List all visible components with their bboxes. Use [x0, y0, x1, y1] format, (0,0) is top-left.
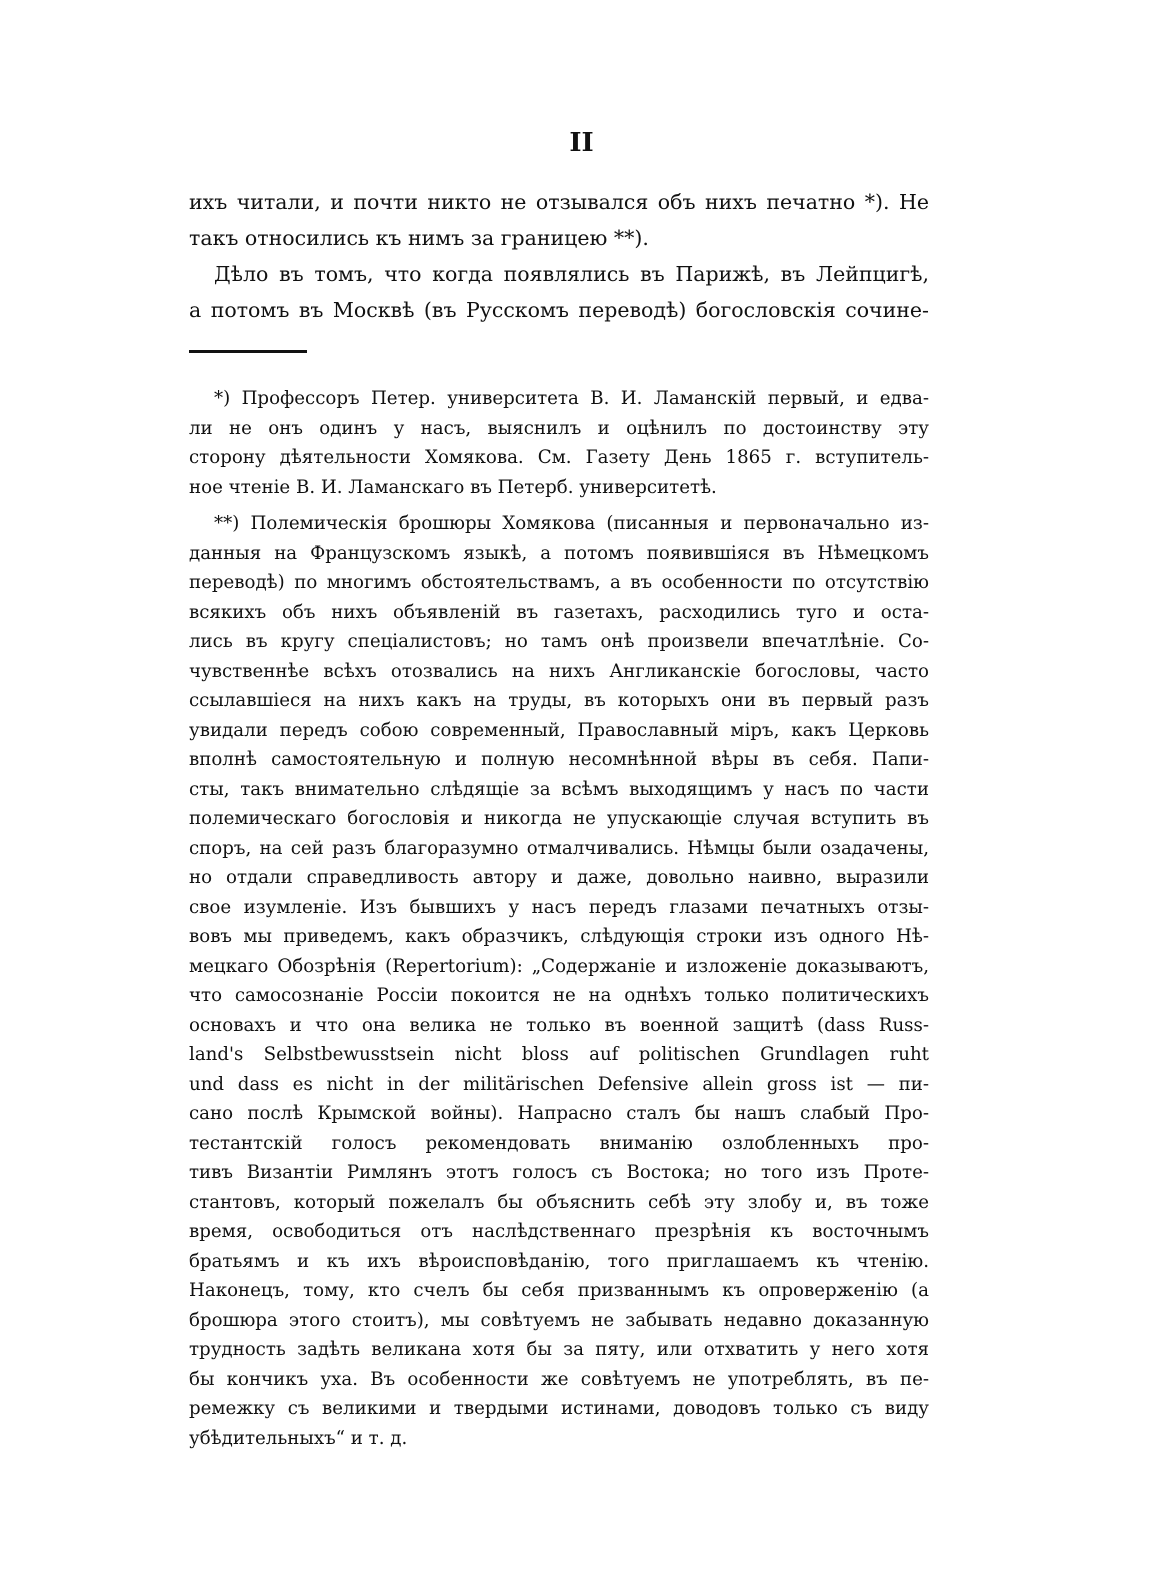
footnote-line: брошюра этого стоитъ), мы совѣтуемъ не забывать недавно доказанную: [189, 1309, 929, 1331]
footnote-line: сторону дѣятельности Хомякова. См. Газету День 1865 г. вступитель-: [189, 447, 929, 468]
footnote-line: сты, такъ внимательно слѣдящіе за всѣмъ выходящимъ у насъ по части: [189, 778, 929, 800]
footnote-line: тестантскій голосъ рекомендовать вниманію озлобленныхъ про-: [189, 1132, 929, 1154]
footnote-line: увидали передъ собою современный, Православный міръ, какъ Церковь: [189, 719, 929, 741]
footnote-line: ссылавшіеся на нихъ какъ на труды, въ которыхъ они въ первый разъ: [189, 690, 929, 711]
main-line: ихъ читали, и почти никто не отзывался объ нихъ печатно *). Не: [189, 190, 929, 214]
main-line: такъ относились къ нимъ за границею **).: [189, 226, 649, 250]
footnote-line: ремежку съ великими и твердыми истинами, доводовъ только съ виду: [189, 1398, 929, 1419]
footnote-line: всякихъ объ нихъ объявленій въ газетахъ, расходились туго и оста-: [189, 601, 929, 623]
footnote-separator: [189, 350, 307, 353]
footnote-line: Наконецъ, тому, кто счелъ бы себя призваннымъ къ опроверженію (а: [189, 1280, 929, 1301]
footnote-line: ли не онъ одинъ у насъ, выяснилъ и оцѣнилъ по достоинству эту: [189, 417, 929, 439]
footnote-line: свое изумленіе. Изъ бывшихъ у насъ передъ глазами печатныхъ отзы-: [189, 896, 929, 918]
footnote-line: вовъ мы приведемъ, какъ образчикъ, слѣдующія строки изъ одного Нѣ-: [189, 926, 929, 947]
main-line: Дѣло въ томъ, что когда появлялись въ Парижѣ, въ Лейпцигѣ,: [214, 262, 929, 286]
footnotes: [189, 384, 929, 1460]
main-line: а потомъ въ Москвѣ (въ Русскомъ переводѣ) богословскія сочине-: [189, 298, 929, 322]
footnote-line: данныя на Французскомъ языкѣ, а потомъ появившіяся въ Нѣмецкомъ: [189, 542, 929, 564]
footnote-line: бы кончикъ уха. Въ особенности же совѣтуемъ не употреблять, въ пе-: [189, 1368, 929, 1390]
footnote-2: [189, 509, 929, 1453]
footnote-line: основахъ и что она велика не только въ военной защитѣ (dass Russ-: [189, 1014, 929, 1036]
footnote-1: [189, 384, 929, 502]
footnote-line: **) Полемическія брошюры Хомякова (писанныя и первоначально из-: [214, 513, 929, 534]
footnote-line: споръ, на сей разъ благоразумно отмалчивались. Нѣмцы были озадачены,: [189, 837, 929, 859]
footnote-line: мецкаго Обозрѣнія (Repertorium): „Содержаніе и изложеніе доказываютъ,: [189, 955, 929, 977]
page-number: II: [569, 128, 594, 158]
footnote-line: стантовъ, который пожелалъ бы объяснить себѣ эту злобу и, въ тоже: [189, 1191, 929, 1213]
main-text: [189, 184, 929, 328]
footnote-line: время, освободиться отъ наслѣдственнаго презрѣнія къ восточнымъ: [189, 1221, 929, 1242]
footnote-line: трудность задѣть великана хотя бы за пяту, или отхватить у него хотя: [189, 1339, 929, 1360]
footnote-line: чувственнѣе всѣхъ отозвались на нихъ Англиканскіе богословы, часто: [189, 660, 929, 682]
footnote-line: но отдали справедливость автору и даже, довольно наивно, выразили: [189, 867, 929, 888]
footnote-line: und dass es nicht in der militärischen Defensive allein gross ist — пи-: [189, 1073, 929, 1095]
footnote-line: убѣдительныхъ“ и т. д.: [189, 1427, 408, 1449]
footnote-line: *) Профессоръ Петер. университета В. И. Ламанскій первый, и едва-: [214, 388, 929, 409]
footnote-line: переводѣ) по многимъ обстоятельствамъ, а въ особенности по отсутствію: [189, 572, 929, 593]
footnote-line: вполнѣ самостоятельную и полную несомнѣнной вѣры въ себя. Папи-: [189, 749, 929, 770]
footnote-line: land's Selbstbewusstsein nicht bloss auf politischen Grundlagen ruht: [189, 1044, 929, 1065]
footnote-line: что самосознаніе Россіи покоится не на однѣхъ только политическихъ: [189, 985, 929, 1006]
footnote-line: полемическаго богословія и никогда не упускающіе случая вступить въ: [189, 808, 929, 829]
footnote-line: тивъ Византіи Римлянъ этотъ голосъ съ Востока; но того изъ Проте-: [189, 1162, 929, 1183]
footnote-line: братьямъ и къ ихъ вѣроисповѣданію, того приглашаемъ къ чтенію.: [189, 1250, 929, 1272]
footnote-line: лись въ кругу спеціалистовъ; но тамъ онѣ произвели впечатлѣніе. Со-: [189, 631, 929, 652]
footnote-line: сано послѣ Крымской войны). Напрасно сталъ бы нашъ слабый Про-: [189, 1103, 929, 1124]
footnote-line: ное чтеніе В. И. Ламанскаго въ Петерб. университетѣ.: [189, 476, 717, 498]
